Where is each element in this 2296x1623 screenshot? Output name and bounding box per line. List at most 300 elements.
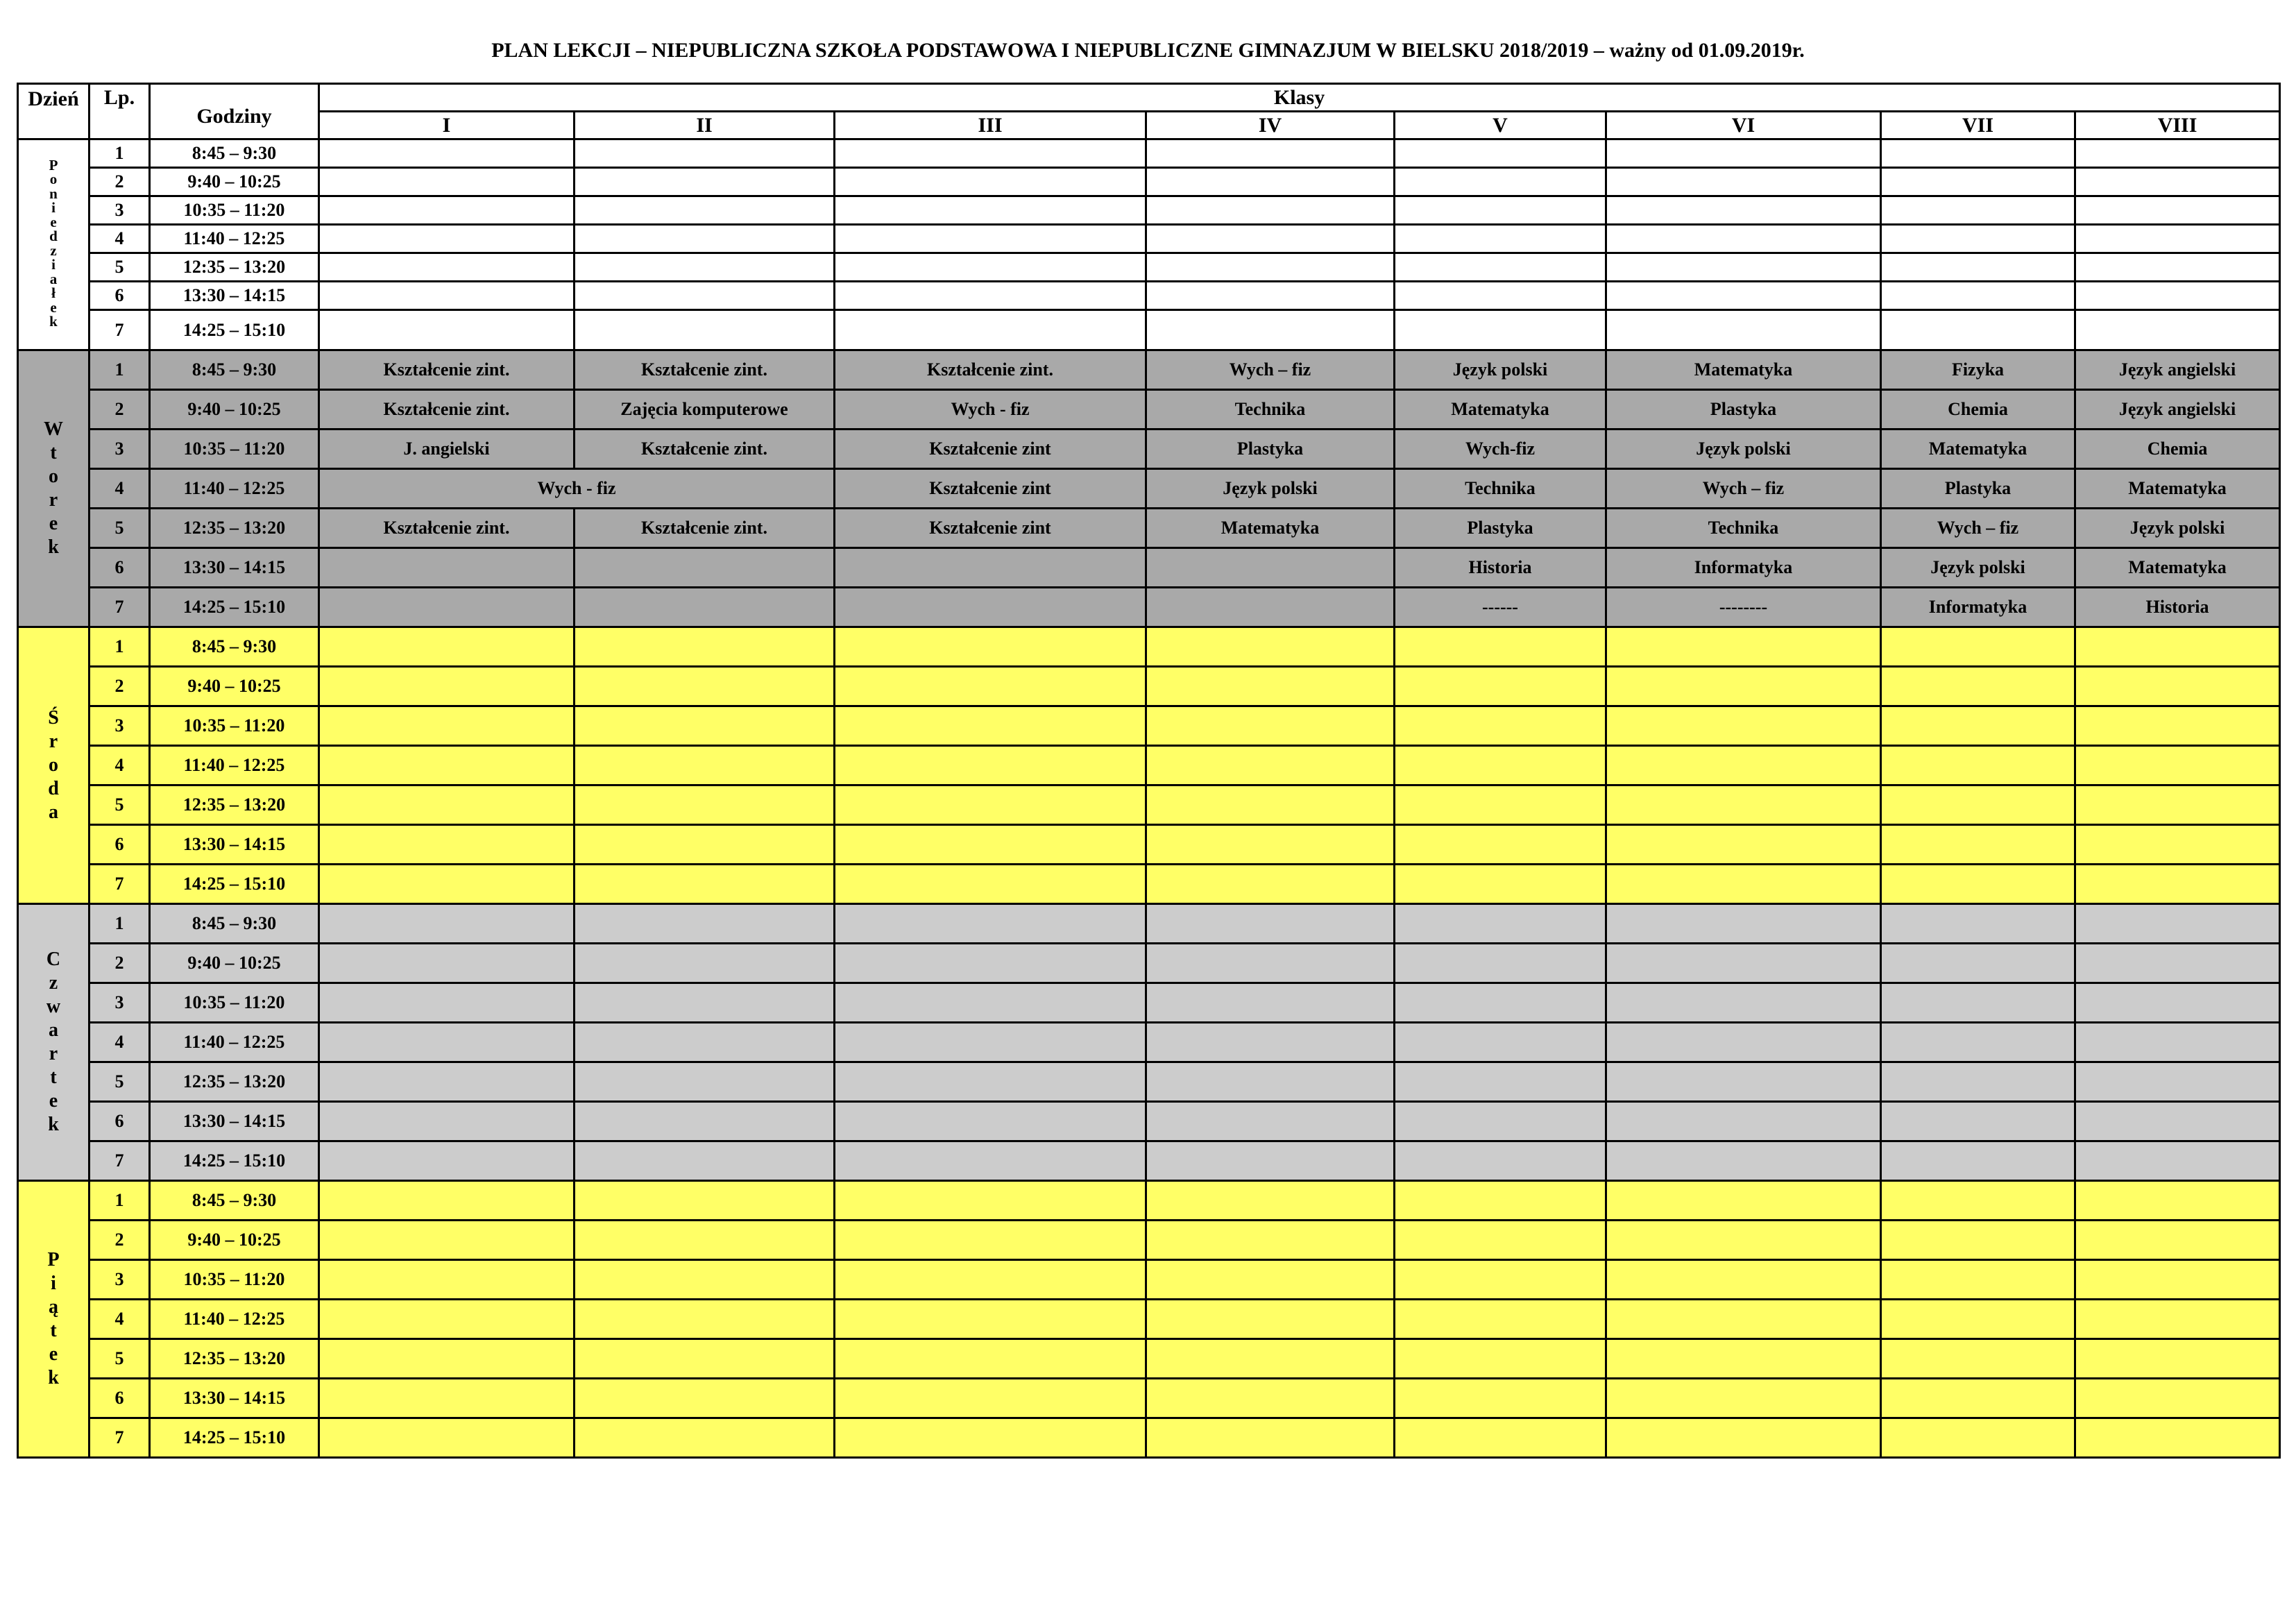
lesson-cell: Wych – fiz	[1146, 350, 1395, 390]
period-time: 11:40 – 12:25	[150, 1300, 319, 1339]
header-klasy: Klasy	[319, 84, 2280, 112]
period-number: 2	[90, 944, 150, 983]
lesson-cell	[835, 225, 1146, 253]
lesson-cell	[1395, 825, 1606, 865]
class-header-8: VIII	[2075, 112, 2280, 139]
lesson-cell: Matematyka	[1606, 350, 1881, 390]
lesson-cell	[1395, 1141, 1606, 1181]
lesson-cell	[1146, 1221, 1395, 1260]
lesson-cell: Kształcenie zint	[835, 430, 1146, 469]
table-row	[18, 310, 2280, 350]
period-time: 13:30 – 14:15	[150, 1102, 319, 1141]
lesson-cell	[319, 282, 575, 310]
period-time: 9:40 – 10:25	[150, 390, 319, 430]
lesson-cell	[1606, 627, 1881, 667]
lesson-cell	[319, 904, 575, 944]
lesson-cell	[319, 1102, 575, 1141]
lesson-cell	[835, 983, 1146, 1023]
period-number: 4	[90, 225, 150, 253]
table-row	[18, 1023, 2280, 1062]
lesson-cell	[1606, 746, 1881, 785]
lesson-cell	[319, 310, 575, 350]
lesson-cell	[575, 746, 835, 785]
class-header-2: II	[575, 112, 835, 139]
period-time: 11:40 – 12:25	[150, 225, 319, 253]
lesson-cell	[319, 825, 575, 865]
lesson-cell	[835, 548, 1146, 588]
lesson-cell	[1395, 139, 1606, 168]
lesson-cell: Wych-fiz	[1395, 430, 1606, 469]
period-time: 11:40 – 12:25	[150, 1023, 319, 1062]
period-time: 10:35 – 11:20	[150, 1260, 319, 1300]
period-time: 8:45 – 9:30	[150, 904, 319, 944]
lesson-cell	[2075, 944, 2280, 983]
lesson-cell	[1881, 667, 2075, 706]
lesson-cell	[1881, 1260, 2075, 1300]
lesson-cell: Matematyka	[1146, 509, 1395, 548]
lesson-cell	[575, 825, 835, 865]
period-number: 3	[90, 196, 150, 225]
lesson-cell: Matematyka	[2075, 469, 2280, 509]
lesson-cell	[1395, 225, 1606, 253]
day-name-vertical: W t o r e k	[44, 418, 63, 558]
lesson-cell	[1146, 865, 1395, 904]
lesson-cell: Plastyka	[1146, 430, 1395, 469]
lesson-cell	[835, 746, 1146, 785]
lesson-cell	[835, 1102, 1146, 1141]
period-number: 5	[90, 1339, 150, 1379]
lesson-cell	[1395, 1181, 1606, 1221]
period-time: 10:35 – 11:20	[150, 983, 319, 1023]
lesson-cell	[319, 746, 575, 785]
lesson-cell: Język angielski	[2075, 350, 2280, 390]
lesson-cell	[319, 1339, 575, 1379]
period-time: 14:25 – 15:10	[150, 865, 319, 904]
table-row	[18, 225, 2280, 253]
lesson-cell	[2075, 904, 2280, 944]
lesson-cell	[1881, 139, 2075, 168]
lesson-cell	[2075, 282, 2280, 310]
lesson-cell	[1881, 706, 2075, 746]
lesson-cell	[1881, 746, 2075, 785]
lesson-cell: Język polski	[1881, 548, 2075, 588]
lesson-cell	[319, 225, 575, 253]
lesson-cell	[1395, 168, 1606, 196]
lesson-cell	[575, 1023, 835, 1062]
lesson-cell	[1146, 1141, 1395, 1181]
period-time: 13:30 – 14:15	[150, 548, 319, 588]
lesson-cell	[2075, 1181, 2280, 1221]
period-number: 6	[90, 825, 150, 865]
period-time: 9:40 – 10:25	[150, 944, 319, 983]
lesson-cell	[575, 1339, 835, 1379]
lesson-cell	[1606, 865, 1881, 904]
period-number: 6	[90, 1379, 150, 1418]
lesson-cell	[2075, 746, 2280, 785]
lesson-cell	[2075, 225, 2280, 253]
lesson-cell	[2075, 1023, 2280, 1062]
period-number: 1	[90, 627, 150, 667]
lesson-cell	[575, 1141, 835, 1181]
table-row	[18, 196, 2280, 225]
lesson-cell	[1395, 667, 1606, 706]
table-row	[18, 785, 2280, 825]
lesson-cell	[1881, 983, 2075, 1023]
period-number: 4	[90, 746, 150, 785]
lesson-cell	[575, 627, 835, 667]
lesson-cell: Kształcenie zint.	[575, 350, 835, 390]
lesson-cell: Język polski	[1146, 469, 1395, 509]
lesson-cell	[1881, 1062, 2075, 1102]
period-time: 12:35 – 13:20	[150, 1339, 319, 1379]
period-time: 11:40 – 12:25	[150, 469, 319, 509]
period-time: 13:30 – 14:15	[150, 825, 319, 865]
period-number: 7	[90, 1141, 150, 1181]
lesson-cell	[1395, 627, 1606, 667]
header-lp: Lp.	[90, 84, 150, 139]
lesson-cell	[319, 139, 575, 168]
lesson-cell	[2075, 706, 2280, 746]
lesson-cell	[2075, 1102, 2280, 1141]
class-header-row	[18, 112, 2280, 139]
lesson-cell	[1395, 1379, 1606, 1418]
period-time: 13:30 – 14:15	[150, 282, 319, 310]
period-number: 7	[90, 588, 150, 627]
lesson-cell	[319, 1300, 575, 1339]
class-header-7: VII	[1881, 112, 2075, 139]
lesson-cell	[835, 588, 1146, 627]
lesson-cell	[1606, 139, 1881, 168]
lesson-cell: Plastyka	[1881, 469, 2075, 509]
lesson-cell	[1146, 1062, 1395, 1102]
period-time: 9:40 – 10:25	[150, 168, 319, 196]
lesson-cell	[575, 548, 835, 588]
lesson-cell	[1146, 225, 1395, 253]
lesson-cell	[1606, 196, 1881, 225]
lesson-cell	[1395, 253, 1606, 282]
lesson-cell	[1395, 1102, 1606, 1141]
lesson-cell	[319, 865, 575, 904]
table-row	[18, 139, 2280, 168]
table-row	[18, 1418, 2280, 1458]
lesson-cell: Kształcenie zint.	[319, 509, 575, 548]
lesson-cell	[835, 785, 1146, 825]
lesson-cell: Informatyka	[1881, 588, 2075, 627]
day-name-vertical: C z w a r t e k	[46, 949, 61, 1135]
day-name-vertical: P i ą t e k	[47, 1249, 60, 1388]
period-number: 7	[90, 310, 150, 350]
lesson-cell	[1881, 168, 2075, 196]
lesson-cell	[1606, 1379, 1881, 1418]
day-name-vertical: Ś r o d a	[48, 707, 59, 823]
lesson-cell	[1606, 1141, 1881, 1181]
lesson-cell	[575, 1221, 835, 1260]
period-number: 1	[90, 350, 150, 390]
lesson-cell	[1146, 1023, 1395, 1062]
lesson-cell	[1606, 1181, 1881, 1221]
table-row	[18, 253, 2280, 282]
lesson-cell	[835, 196, 1146, 225]
lesson-cell: Technika	[1146, 390, 1395, 430]
period-number: 5	[90, 253, 150, 282]
period-number: 2	[90, 667, 150, 706]
lesson-cell: Wych - fiz	[835, 390, 1146, 430]
table-row	[18, 825, 2280, 865]
lesson-cell	[575, 983, 835, 1023]
table-row	[18, 746, 2280, 785]
lesson-cell	[2075, 1221, 2280, 1260]
lesson-cell	[575, 310, 835, 350]
lesson-cell	[575, 865, 835, 904]
lesson-cell	[319, 1181, 575, 1221]
header-godziny: Godziny	[150, 84, 319, 139]
lesson-cell	[1395, 1300, 1606, 1339]
table-row	[18, 1141, 2280, 1181]
period-number: 2	[90, 168, 150, 196]
lesson-cell	[2075, 983, 2280, 1023]
lesson-cell	[319, 1062, 575, 1102]
table-row	[18, 350, 2280, 390]
period-number: 1	[90, 139, 150, 168]
lesson-cell	[319, 1141, 575, 1181]
lesson-cell	[835, 1221, 1146, 1260]
lesson-cell: Zajęcia komputerowe	[575, 390, 835, 430]
lesson-cell	[575, 588, 835, 627]
lesson-cell: Chemia	[2075, 430, 2280, 469]
table-row	[18, 1102, 2280, 1141]
table-row	[18, 904, 2280, 944]
period-time: 10:35 – 11:20	[150, 196, 319, 225]
lesson-cell	[1146, 1102, 1395, 1141]
lesson-cell	[1395, 282, 1606, 310]
lesson-cell	[319, 785, 575, 825]
lesson-cell	[1146, 983, 1395, 1023]
period-number: 6	[90, 282, 150, 310]
period-number: 6	[90, 1102, 150, 1141]
lesson-cell	[319, 1260, 575, 1300]
lesson-cell	[1606, 1102, 1881, 1141]
lesson-cell	[1395, 1221, 1606, 1260]
lesson-cell: Wych - fiz	[319, 469, 835, 509]
lesson-cell	[1881, 225, 2075, 253]
period-number: 1	[90, 904, 150, 944]
table-row	[18, 1339, 2280, 1379]
lesson-cell	[1146, 282, 1395, 310]
lesson-cell	[1606, 1300, 1881, 1339]
lesson-cell	[1606, 904, 1881, 944]
lesson-cell	[835, 1062, 1146, 1102]
table-row	[18, 430, 2280, 469]
lesson-cell	[1881, 785, 2075, 825]
lesson-cell	[1606, 225, 1881, 253]
table-row	[18, 706, 2280, 746]
lesson-cell	[835, 944, 1146, 983]
lesson-cell	[575, 225, 835, 253]
table-row	[18, 983, 2280, 1023]
page-title: PLAN LEKCJI – NIEPUBLICZNA SZKOŁA PODSTAWOWA I NIEPUBLICZNE GIMNAZJUM W BIELSKU 2018/2019 – ważny od 01.09.2019r.	[491, 39, 1805, 62]
lesson-cell	[319, 253, 575, 282]
period-number: 4	[90, 469, 150, 509]
lesson-cell	[2075, 168, 2280, 196]
class-header-5: V	[1395, 112, 1606, 139]
table-row	[18, 548, 2280, 588]
lesson-cell	[2075, 1062, 2280, 1102]
lesson-cell	[575, 944, 835, 983]
lesson-cell	[319, 1379, 575, 1418]
lesson-cell	[1881, 196, 2075, 225]
table-row	[18, 667, 2280, 706]
lesson-cell	[1395, 1339, 1606, 1379]
class-header-3: III	[835, 112, 1146, 139]
period-time: 14:25 – 15:10	[150, 310, 319, 350]
lesson-cell	[575, 1181, 835, 1221]
lesson-cell	[319, 168, 575, 196]
table-row	[18, 282, 2280, 310]
header-row	[18, 84, 2280, 112]
lesson-cell	[1881, 1023, 2075, 1062]
day-label-sroda	[18, 627, 90, 904]
table-row	[18, 1181, 2280, 1221]
table-row	[18, 168, 2280, 196]
lesson-cell: Historia	[1395, 548, 1606, 588]
lesson-cell	[835, 1260, 1146, 1300]
lesson-cell	[1881, 1339, 2075, 1379]
lesson-cell	[1606, 1339, 1881, 1379]
lesson-cell	[1146, 588, 1395, 627]
lesson-cell	[2075, 310, 2280, 350]
table-row	[18, 588, 2280, 627]
lesson-cell: Kształcenie zint.	[575, 509, 835, 548]
lesson-cell	[319, 706, 575, 746]
table-row	[18, 944, 2280, 983]
lesson-cell	[835, 310, 1146, 350]
lesson-cell	[835, 282, 1146, 310]
lesson-cell	[1146, 627, 1395, 667]
lesson-cell	[1146, 785, 1395, 825]
lesson-cell	[319, 627, 575, 667]
day-label-wtorek	[18, 350, 90, 627]
lesson-cell	[1146, 1260, 1395, 1300]
lesson-cell	[1146, 196, 1395, 225]
lesson-cell: Plastyka	[1395, 509, 1606, 548]
lesson-cell	[835, 1379, 1146, 1418]
period-time: 10:35 – 11:20	[150, 706, 319, 746]
period-number: 3	[90, 430, 150, 469]
table-row	[18, 865, 2280, 904]
lesson-cell	[2075, 627, 2280, 667]
lesson-cell: Matematyka	[1395, 390, 1606, 430]
lesson-cell	[1881, 1141, 2075, 1181]
period-time: 13:30 – 14:15	[150, 1379, 319, 1418]
table-row	[18, 627, 2280, 667]
lesson-cell	[835, 706, 1146, 746]
lesson-cell	[1606, 983, 1881, 1023]
lesson-cell	[2075, 196, 2280, 225]
lesson-cell: Kształcenie zint	[835, 509, 1146, 548]
lesson-cell	[1881, 253, 2075, 282]
lesson-cell	[1395, 1062, 1606, 1102]
period-time: 8:45 – 9:30	[150, 139, 319, 168]
period-time: 12:35 – 13:20	[150, 1062, 319, 1102]
lesson-cell	[835, 825, 1146, 865]
lesson-cell	[575, 1418, 835, 1458]
lesson-cell	[319, 588, 575, 627]
lesson-cell	[1146, 168, 1395, 196]
lesson-cell	[575, 706, 835, 746]
lesson-cell	[2075, 1260, 2280, 1300]
period-number: 5	[90, 785, 150, 825]
lesson-cell: ------	[1395, 588, 1606, 627]
period-number: 5	[90, 1062, 150, 1102]
lesson-cell	[1146, 944, 1395, 983]
lesson-cell: Informatyka	[1606, 548, 1881, 588]
lesson-cell	[319, 1221, 575, 1260]
lesson-cell	[1881, 1181, 2075, 1221]
lesson-cell	[1395, 865, 1606, 904]
lesson-cell: Kształcenie zint.	[319, 390, 575, 430]
period-time: 11:40 – 12:25	[150, 746, 319, 785]
lesson-cell: Plastyka	[1606, 390, 1881, 430]
lesson-cell	[2075, 667, 2280, 706]
lesson-cell: Technika	[1606, 509, 1881, 548]
lesson-cell: Kształcenie zint.	[575, 430, 835, 469]
lesson-cell	[835, 1339, 1146, 1379]
lesson-cell	[1606, 1418, 1881, 1458]
lesson-cell	[1881, 627, 2075, 667]
lesson-cell	[1395, 1418, 1606, 1458]
lesson-cell	[1606, 825, 1881, 865]
lesson-cell	[1606, 706, 1881, 746]
lesson-cell	[1881, 1221, 2075, 1260]
lesson-cell	[835, 139, 1146, 168]
lesson-cell	[1146, 1339, 1395, 1379]
period-time: 8:45 – 9:30	[150, 350, 319, 390]
lesson-cell	[1881, 944, 2075, 983]
table-row	[18, 1260, 2280, 1300]
period-number: 4	[90, 1023, 150, 1062]
lesson-cell	[2075, 253, 2280, 282]
lesson-cell	[1395, 1023, 1606, 1062]
period-time: 12:35 – 13:20	[150, 785, 319, 825]
lesson-cell	[1146, 1181, 1395, 1221]
header-dzien: Dzień	[18, 84, 90, 139]
class-header-1: I	[319, 112, 575, 139]
period-number: 4	[90, 1300, 150, 1339]
lesson-cell	[1881, 282, 2075, 310]
lesson-cell: Język polski	[1395, 350, 1606, 390]
lesson-cell	[1395, 785, 1606, 825]
lesson-cell	[2075, 785, 2280, 825]
lesson-cell	[2075, 865, 2280, 904]
lesson-cell: Technika	[1395, 469, 1606, 509]
lesson-cell	[1606, 944, 1881, 983]
lesson-cell	[1146, 548, 1395, 588]
lesson-cell	[575, 1102, 835, 1141]
lesson-cell	[1146, 310, 1395, 350]
lesson-cell	[1146, 904, 1395, 944]
class-header-4: IV	[1146, 112, 1395, 139]
lesson-cell	[319, 983, 575, 1023]
lesson-cell	[319, 548, 575, 588]
lesson-cell	[1881, 1300, 2075, 1339]
table-row	[18, 1379, 2280, 1418]
lesson-cell	[1606, 1062, 1881, 1102]
lesson-cell	[1146, 706, 1395, 746]
lesson-cell	[1881, 904, 2075, 944]
lesson-cell	[575, 667, 835, 706]
lesson-cell	[1146, 139, 1395, 168]
table-row	[18, 469, 2280, 509]
